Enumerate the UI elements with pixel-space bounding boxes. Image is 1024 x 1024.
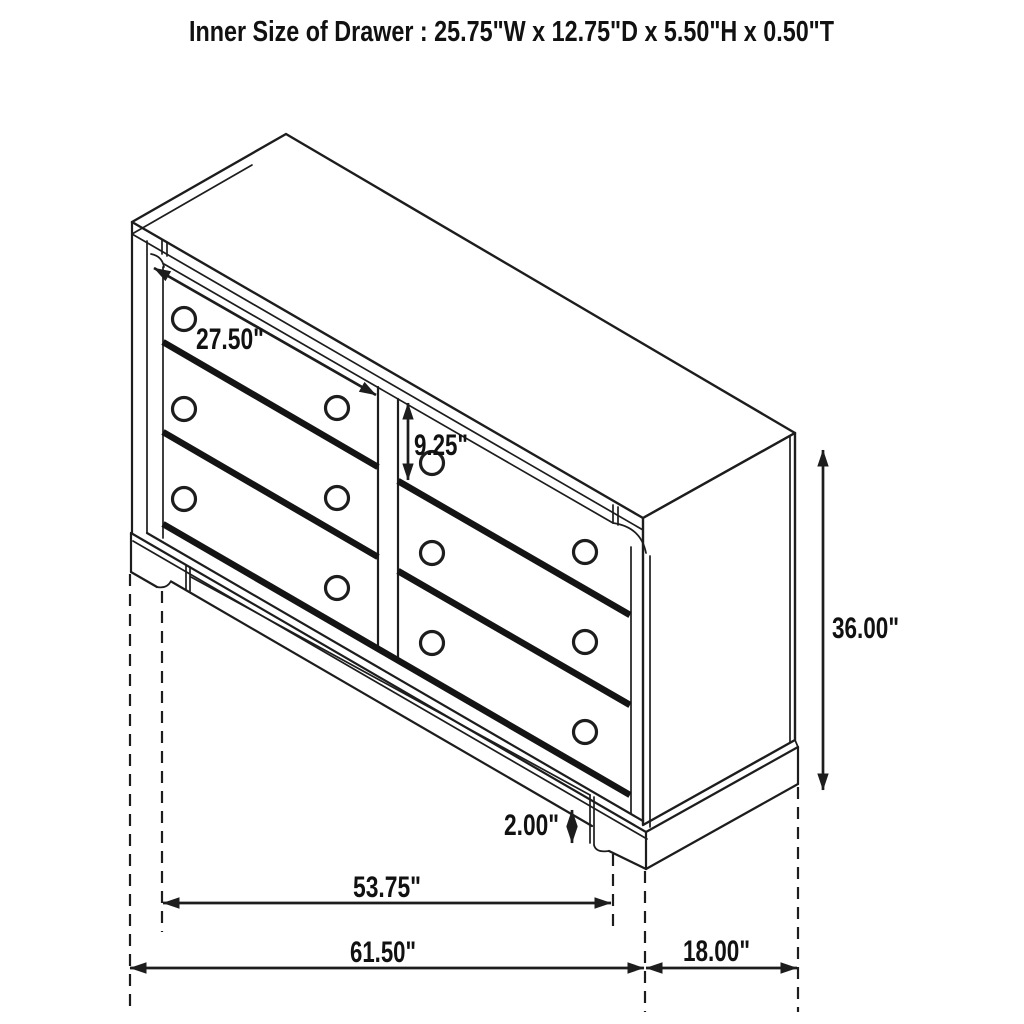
base-left-foot-bottom (131, 572, 157, 587)
side-corner-arc (613, 523, 646, 553)
knob-l3-left (173, 488, 196, 511)
base-height-label: 2.00" (504, 809, 559, 842)
knob-l2-left (173, 398, 196, 421)
knob-r2-right (574, 631, 597, 654)
overall-depth-label: 18.00" (683, 935, 750, 968)
dimension-overall-depth (646, 935, 797, 968)
knob-l2-right (326, 487, 349, 510)
dimension-overall-height (823, 450, 899, 790)
base-left-foot-arc (157, 581, 171, 587)
knob-l3-right (326, 577, 349, 600)
knob-r3-right (574, 721, 597, 744)
base-right-foot-arc (594, 845, 609, 851)
base-apron-top-edge (191, 577, 590, 795)
knob-r2-left (421, 542, 444, 565)
base-side-joint-line (795, 740, 798, 747)
drawer-width-label: 27.50" (196, 323, 264, 356)
knob-l1-right (326, 397, 349, 420)
knob-r1-right (574, 541, 597, 564)
overall-height-label: 36.00" (832, 612, 899, 645)
front-width-label: 53.75" (353, 871, 421, 904)
knob-r3-left (421, 632, 444, 655)
overall-width-label: 61.50" (350, 936, 416, 969)
page-title: Inner Size of Drawer : 25.75"W x 12.75"D x 5.50"H x 0.50"T (189, 16, 835, 48)
dimension-base-height (504, 809, 572, 843)
frame-corner-arc-left (151, 254, 164, 267)
base-top-inner-line (133, 541, 647, 839)
base-apron-bottom-edge (172, 582, 592, 826)
dimension-front-width (163, 871, 611, 904)
bottom-rail-gap (163, 524, 630, 795)
base-right-foot-bottom (609, 851, 646, 869)
dimension-overall-width (130, 936, 644, 969)
drawer-height-label: 9.25" (414, 429, 468, 462)
knob-l1-left (173, 308, 196, 331)
